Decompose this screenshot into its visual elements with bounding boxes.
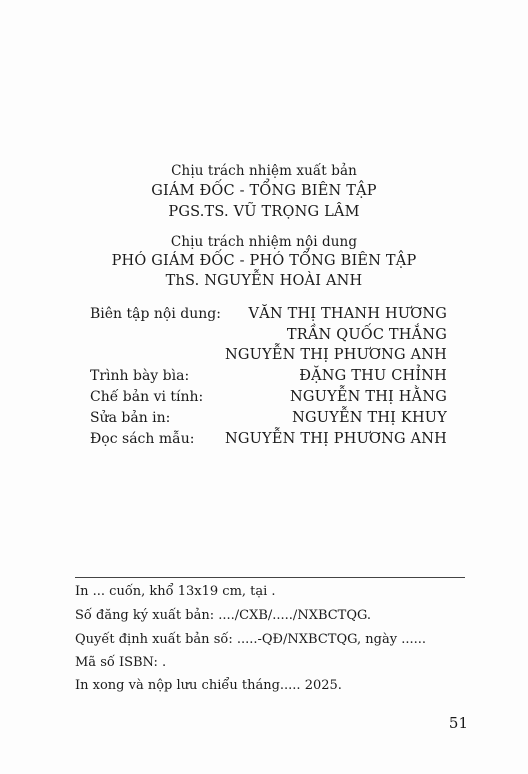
imprint-registration-number: Số đăng ký xuất bản: ..../CXB/...../NXBCTQG.: [75, 608, 372, 623]
credit-role: Biên tập nội dung:: [90, 306, 221, 322]
imprint-isbn: Mã số ISBN: .: [75, 655, 167, 670]
content-responsibility-title: PHÓ GIÁM ĐỐC - PHÓ TỔNG BIÊN TẬP: [111, 253, 417, 269]
credit-row-typesetting: [90, 389, 447, 409]
publishing-responsibility-label: Chịu trách nhiệm xuất bản: [171, 163, 357, 179]
credit-role: Sửa bản in:: [90, 410, 171, 426]
credit-name: NGUYỄN THỊ PHƯƠNG ANH: [225, 431, 447, 447]
publishing-responsibility-name: PGS.TS. VŨ TRỌNG LÂM: [168, 204, 360, 220]
credit-role: Đọc sách mẫu:: [90, 431, 195, 447]
credit-name: TRẦN QUỐC THẮNG: [286, 327, 447, 343]
credit-name: VĂN THỊ THANH HƯƠNG: [248, 306, 447, 322]
imprint-publishing-decision: Quyết định xuất bản số: .....-QĐ/NXBCTQG, ngày ......: [75, 632, 427, 647]
credit-row-content-editor-2: [90, 327, 447, 347]
page-number: 51: [448, 714, 468, 732]
imprint-divider: [75, 577, 465, 578]
credit-role: Chế bản vi tính:: [90, 389, 204, 405]
credit-name: ĐẶNG THU CHỈNH: [299, 368, 447, 384]
credit-row-sample-reading: [90, 431, 447, 451]
imprint-legal-deposit: In xong và nộp lưu chiểu tháng..... 2025.: [75, 678, 342, 693]
content-responsibility-label: Chịu trách nhiệm nội dung: [170, 234, 358, 250]
credit-name: NGUYỄN THỊ KHUY: [292, 410, 447, 426]
credit-row-content-editor-3: [90, 347, 447, 367]
credit-name: NGUYỄN THỊ HẰNG: [290, 389, 447, 405]
credit-row-cover-design: [90, 368, 447, 388]
imprint-print-run: In ... cuốn, khổ 13x19 cm, tại .: [75, 584, 276, 599]
credit-row-content-editor-1: [90, 306, 447, 326]
credit-row-proofreading: [90, 410, 447, 430]
publishing-responsibility-title: GIÁM ĐỐC - TỔNG BIÊN TẬP: [151, 183, 377, 199]
credit-name: NGUYỄN THỊ PHƯƠNG ANH: [225, 347, 447, 363]
content-responsibility-name: ThS. NGUYỄN HOÀI ANH: [165, 273, 363, 289]
credit-role: Trình bày bìa:: [90, 368, 190, 384]
